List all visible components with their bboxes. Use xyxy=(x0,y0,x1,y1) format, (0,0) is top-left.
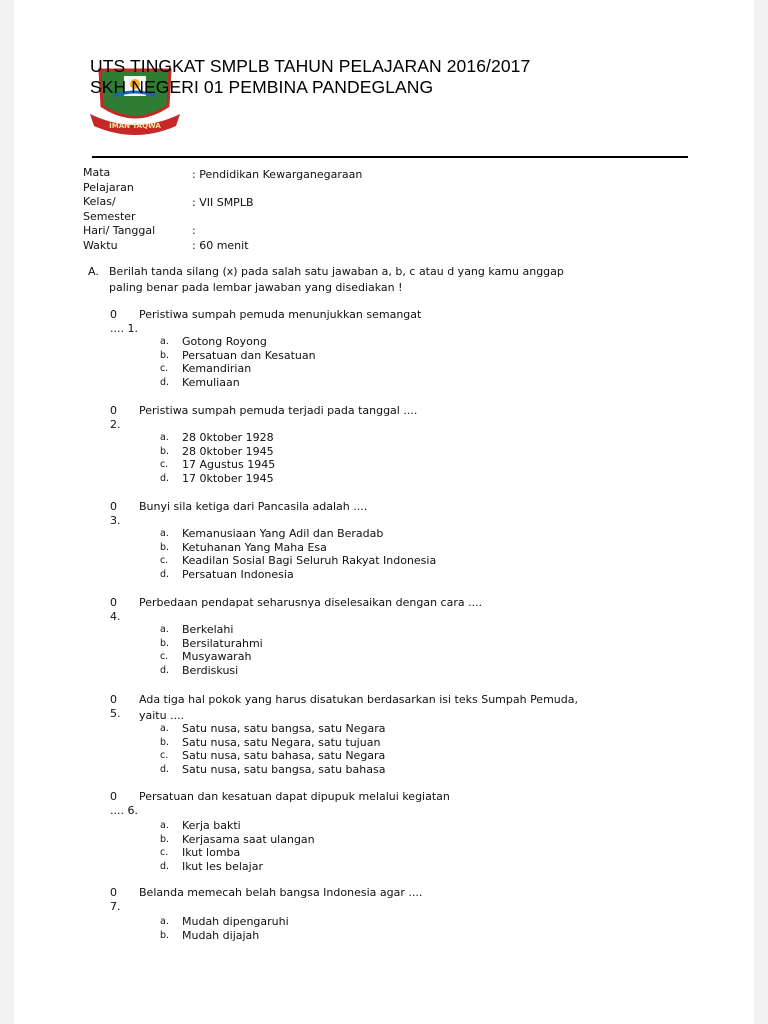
question-stem: Ada tiga hal pokok yang harus disatukan berdasarkan isi teks Sumpah Pemuda, xyxy=(139,693,578,706)
info-value: : Pendidikan Kewarganegaraan xyxy=(192,168,363,181)
option-letter: d. xyxy=(160,664,170,676)
option-letter: b. xyxy=(160,833,170,845)
option-letter: a. xyxy=(160,723,169,734)
info-label: Semester xyxy=(83,209,136,223)
question-number: 7. xyxy=(110,900,121,913)
option-letter: a. xyxy=(160,432,169,443)
option-text: Kemanusiaan Yang Adil dan Beradab xyxy=(182,527,384,540)
option-letter: d. xyxy=(160,860,170,872)
option-text: Satu nusa, satu bahasa, satu Negara xyxy=(182,749,386,763)
option-text: Mudah dijajah xyxy=(182,928,260,942)
section-instruction-text xyxy=(109,264,689,296)
info-value: : 60 menit xyxy=(192,238,249,252)
option-letter: a. xyxy=(160,528,169,539)
question-stem: Perbedaan pendapat seharusnya diselesaikan dengan cara .... xyxy=(139,596,483,609)
option-text: Ikut les belajar xyxy=(182,859,263,873)
option-text: Satu nusa, satu bangsa, satu Negara xyxy=(182,722,386,735)
option-text: Musyawarah xyxy=(182,650,252,664)
section-letter: A. xyxy=(88,265,99,278)
option-letter: a. xyxy=(160,624,169,635)
question-number: 5. xyxy=(110,707,121,720)
option-text: Mudah dipengaruhi xyxy=(182,915,289,928)
option-text: Kemandirian xyxy=(182,362,252,376)
option-letter: c. xyxy=(160,363,169,375)
option-text: Satu nusa, satu Negara, satu tujuan xyxy=(182,735,381,749)
option-text: Bersilaturahmi xyxy=(182,636,263,650)
header-divider xyxy=(92,156,688,158)
option-letter: c. xyxy=(160,847,169,859)
question-bullet: 0 xyxy=(110,500,117,513)
option-text: 28 0ktober 1928 xyxy=(182,431,274,444)
option-text: Keadilan Sosial Bagi Seluruh Rakyat Indonesia xyxy=(182,554,437,568)
question-bullet: 0 xyxy=(110,886,117,899)
option-letter: d. xyxy=(160,763,170,775)
option-text: Berkelahi xyxy=(182,623,234,636)
option-letter: c. xyxy=(160,750,169,762)
info-value: : xyxy=(192,224,196,237)
question-number: .... 6. xyxy=(110,804,138,817)
question-number: 2. xyxy=(110,418,121,431)
question-stem: Bunyi sila ketiga dari Pancasila adalah .... xyxy=(139,500,368,513)
option-letter: c. xyxy=(160,651,169,663)
option-letter: b. xyxy=(160,736,170,748)
option-letter: d. xyxy=(160,472,170,484)
info-label: Hari/ Tanggal xyxy=(83,224,156,237)
option-letter: a. xyxy=(160,820,169,831)
option-letter: d. xyxy=(160,568,170,580)
info-label: Waktu xyxy=(83,238,118,252)
question-stem: Belanda memecah belah bangsa Indonesia agar .... xyxy=(139,886,423,899)
question-bullet: 0 xyxy=(110,693,117,706)
option-text: Berdiskusi xyxy=(182,663,239,677)
option-letter: d. xyxy=(160,376,170,388)
header-title-line2: SKH NEGERI 01 PEMBINA PANDEGLANG xyxy=(90,77,434,97)
option-letter: c. xyxy=(160,459,169,471)
question-bullet: 0 xyxy=(110,308,117,321)
option-text: 17 0ktober 1945 xyxy=(182,471,274,485)
option-text: Satu nusa, satu bangsa, satu bahasa xyxy=(182,762,386,776)
option-text: Ikut lomba xyxy=(182,846,241,860)
option-text: Gotong Royong xyxy=(182,335,267,348)
question-number: 3. xyxy=(110,514,121,527)
option-text: Persatuan dan Kesatuan xyxy=(182,348,316,362)
question-number: .... 1. xyxy=(110,322,138,335)
instruction-line: paling benar pada lembar jawaban yang disediakan ! xyxy=(109,281,403,294)
logo-ribbon-text: IMAN TAQWA xyxy=(109,122,161,130)
option-letter: b. xyxy=(160,349,170,361)
option-letter: a. xyxy=(160,916,169,927)
instruction-line: Berilah tanda silang (x) pada salah satu jawaban a, b, c atau d yang kamu anggap xyxy=(109,265,564,278)
option-text: 28 0ktober 1945 xyxy=(182,444,274,458)
info-value: : VII SMPLB xyxy=(192,196,254,209)
question-number: 4. xyxy=(110,610,121,623)
question-stem: Peristiwa sumpah pemuda menunjukkan semangat xyxy=(139,308,422,321)
info-label: Mata xyxy=(83,166,111,179)
question-stem: Persatuan dan kesatuan dapat dipupuk melalui kegiatan xyxy=(139,790,450,803)
option-text: 17 Agustus 1945 xyxy=(182,458,276,472)
option-letter: a. xyxy=(160,336,169,347)
info-label: Kelas/ xyxy=(83,195,116,208)
option-text: Kerjasama saat ulangan xyxy=(182,832,315,846)
question-stem: Peristiwa sumpah pemuda terjadi pada tanggal .... xyxy=(139,404,418,417)
option-letter: b. xyxy=(160,445,170,457)
option-letter: c. xyxy=(160,555,169,567)
option-letter: b. xyxy=(160,929,170,941)
question-stem-continued: yaitu .... xyxy=(139,709,185,722)
option-text: Ketuhanan Yang Maha Esa xyxy=(182,540,327,554)
option-letter: b. xyxy=(160,637,170,649)
question-bullet: 0 xyxy=(110,790,117,803)
info-label: Pelajaran xyxy=(83,180,134,194)
option-text: Kemuliaan xyxy=(182,375,240,389)
option-text: Persatuan Indonesia xyxy=(182,567,294,581)
question-bullet: 0 xyxy=(110,404,117,417)
option-text: Kerja bakti xyxy=(182,819,241,832)
question-bullet: 0 xyxy=(110,596,117,609)
header-title-line1: UTS TINGKAT SMPLB TAHUN PELAJARAN 2016/2017 xyxy=(90,56,531,76)
exam-header-title xyxy=(90,56,530,98)
option-letter: b. xyxy=(160,541,170,553)
